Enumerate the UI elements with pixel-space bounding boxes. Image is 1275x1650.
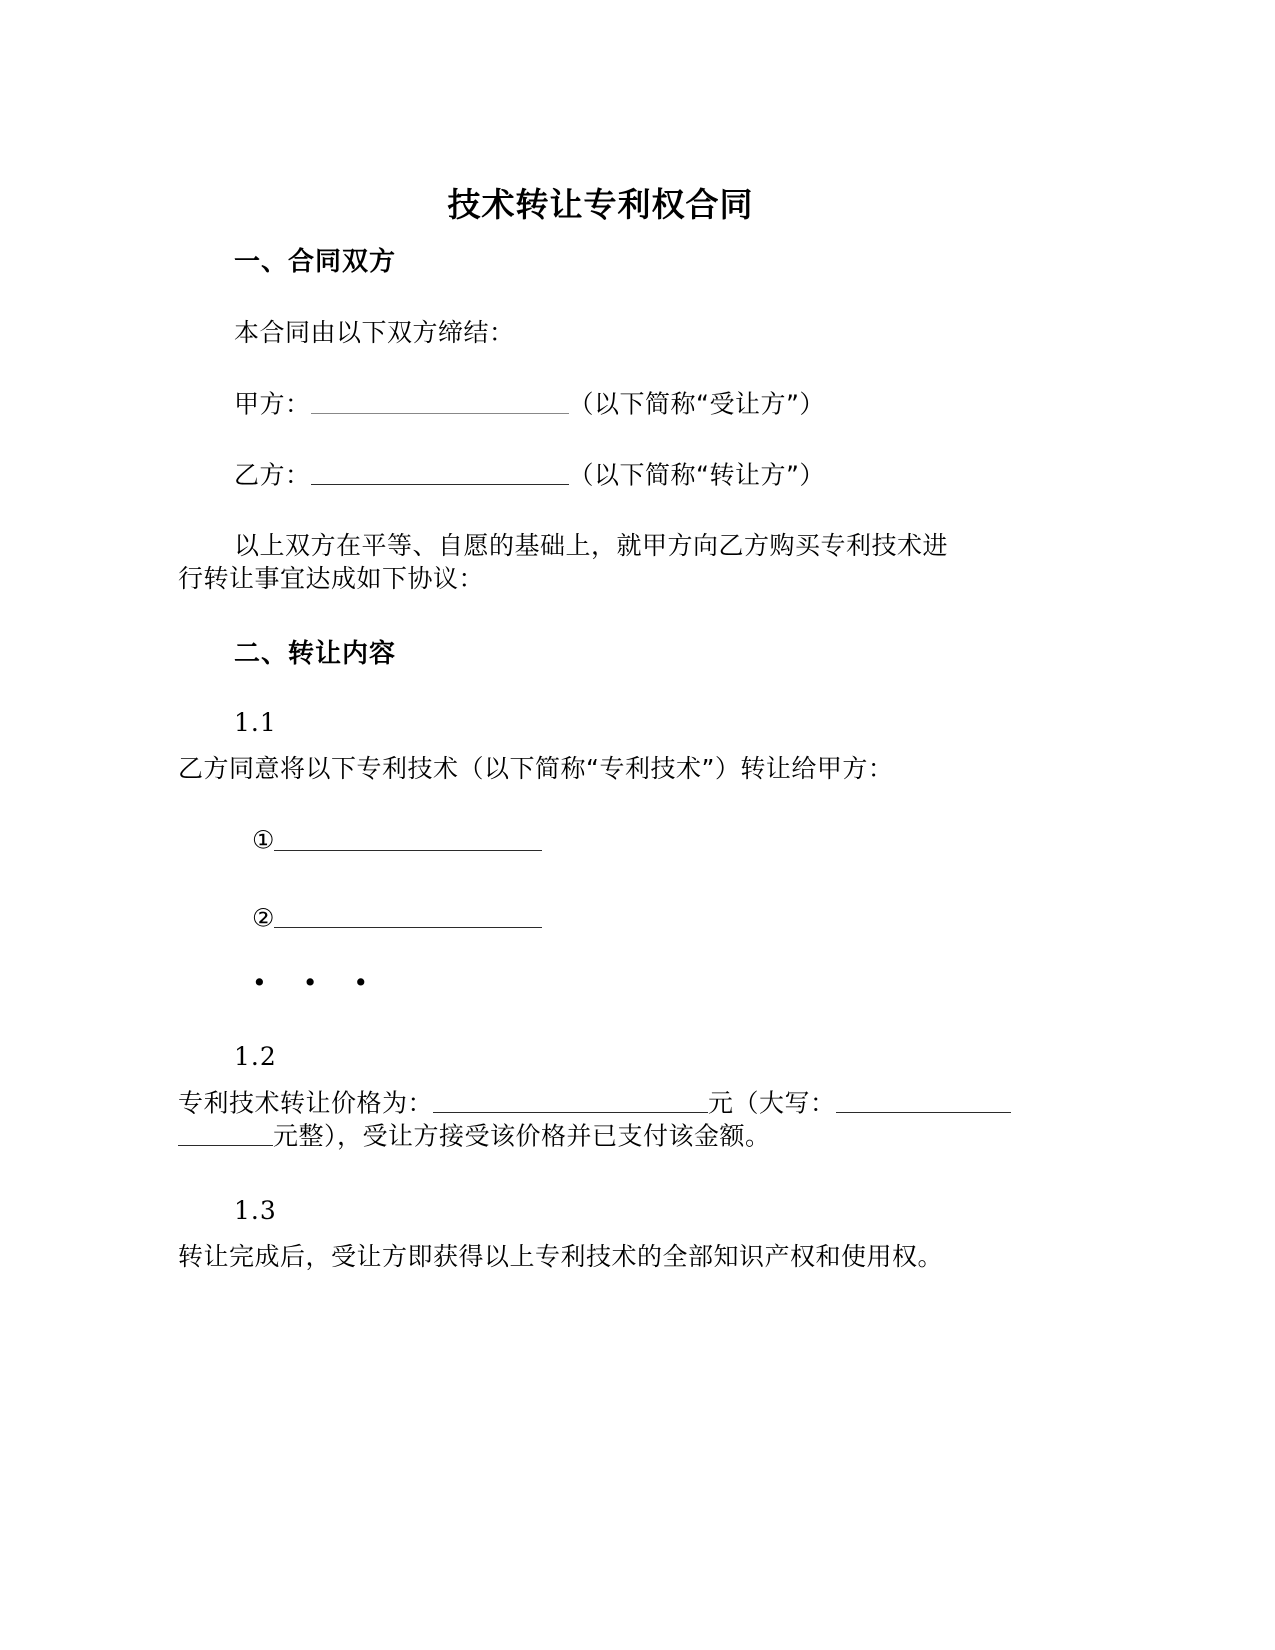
clause-number-1-3: 1.3 [234, 1196, 277, 1226]
price-prefix-label: 专利技术转让价格为： [178, 1088, 434, 1118]
price-unit-whole-label: 元整）， [273, 1121, 363, 1151]
party-b-line [178, 458, 1023, 491]
party-a-suffix: （以下简称“受让方”） [568, 389, 825, 419]
clause-text-1-3: 转让完成后，受让方即获得以上专利技术的全部知识产权和使用权。 [178, 1242, 944, 1272]
section-heading-transfer-content: 二、转让内容 [234, 639, 397, 670]
party-b-suffix: （以下简称“转让方”） [568, 460, 825, 490]
patent-item-1 [178, 823, 1023, 856]
clause-text-1-2-line-1 [178, 1086, 1023, 1119]
item-marker-2: ② [252, 902, 275, 932]
clause-number-1-2: 1.2 [234, 1041, 277, 1071]
party-a-line [178, 387, 1023, 420]
preamble-line-1: 以上双方在平等、自愿的基础上，就甲方向乙方购买专利技术进 [234, 531, 949, 561]
party-b-blank[interactable] [311, 458, 569, 485]
price-acceptance-text: 受让方接受该价格并已支付该金额。 [362, 1121, 771, 1151]
item-marker-1: ① [252, 825, 275, 855]
patent-item-2-blank[interactable] [274, 901, 542, 928]
price-capitals-blank[interactable] [836, 1086, 1011, 1113]
parties-intro-text: 本合同由以下双方缔结： [234, 317, 515, 347]
party-a-blank[interactable] [311, 387, 569, 414]
patent-item-1-blank[interactable] [274, 823, 542, 850]
clause-text-1-1: 乙方同意将以下专利技术（以下简称“专利技术”）转让给甲方： [178, 754, 894, 784]
price-unit-label: 元（大写： [708, 1088, 836, 1118]
price-amount-blank[interactable] [433, 1086, 708, 1113]
party-a-label: 甲方： [234, 389, 311, 419]
page-title: 技术转让专利权合同 [447, 185, 754, 224]
patent-item-2 [178, 901, 1023, 934]
section-heading-parties: 一、合同双方 [234, 246, 397, 277]
clause-number-1-1: 1.1 [234, 708, 277, 738]
document-content [178, 0, 1023, 1273]
price-capitals-blank-cont[interactable] [178, 1119, 273, 1146]
patent-items-ellipsis: • • • [252, 967, 383, 997]
preamble-line-2: 行转让事宜达成如下协议： [178, 564, 485, 594]
party-b-label: 乙方： [234, 460, 311, 490]
clause-text-1-2-line-2 [178, 1119, 1023, 1152]
